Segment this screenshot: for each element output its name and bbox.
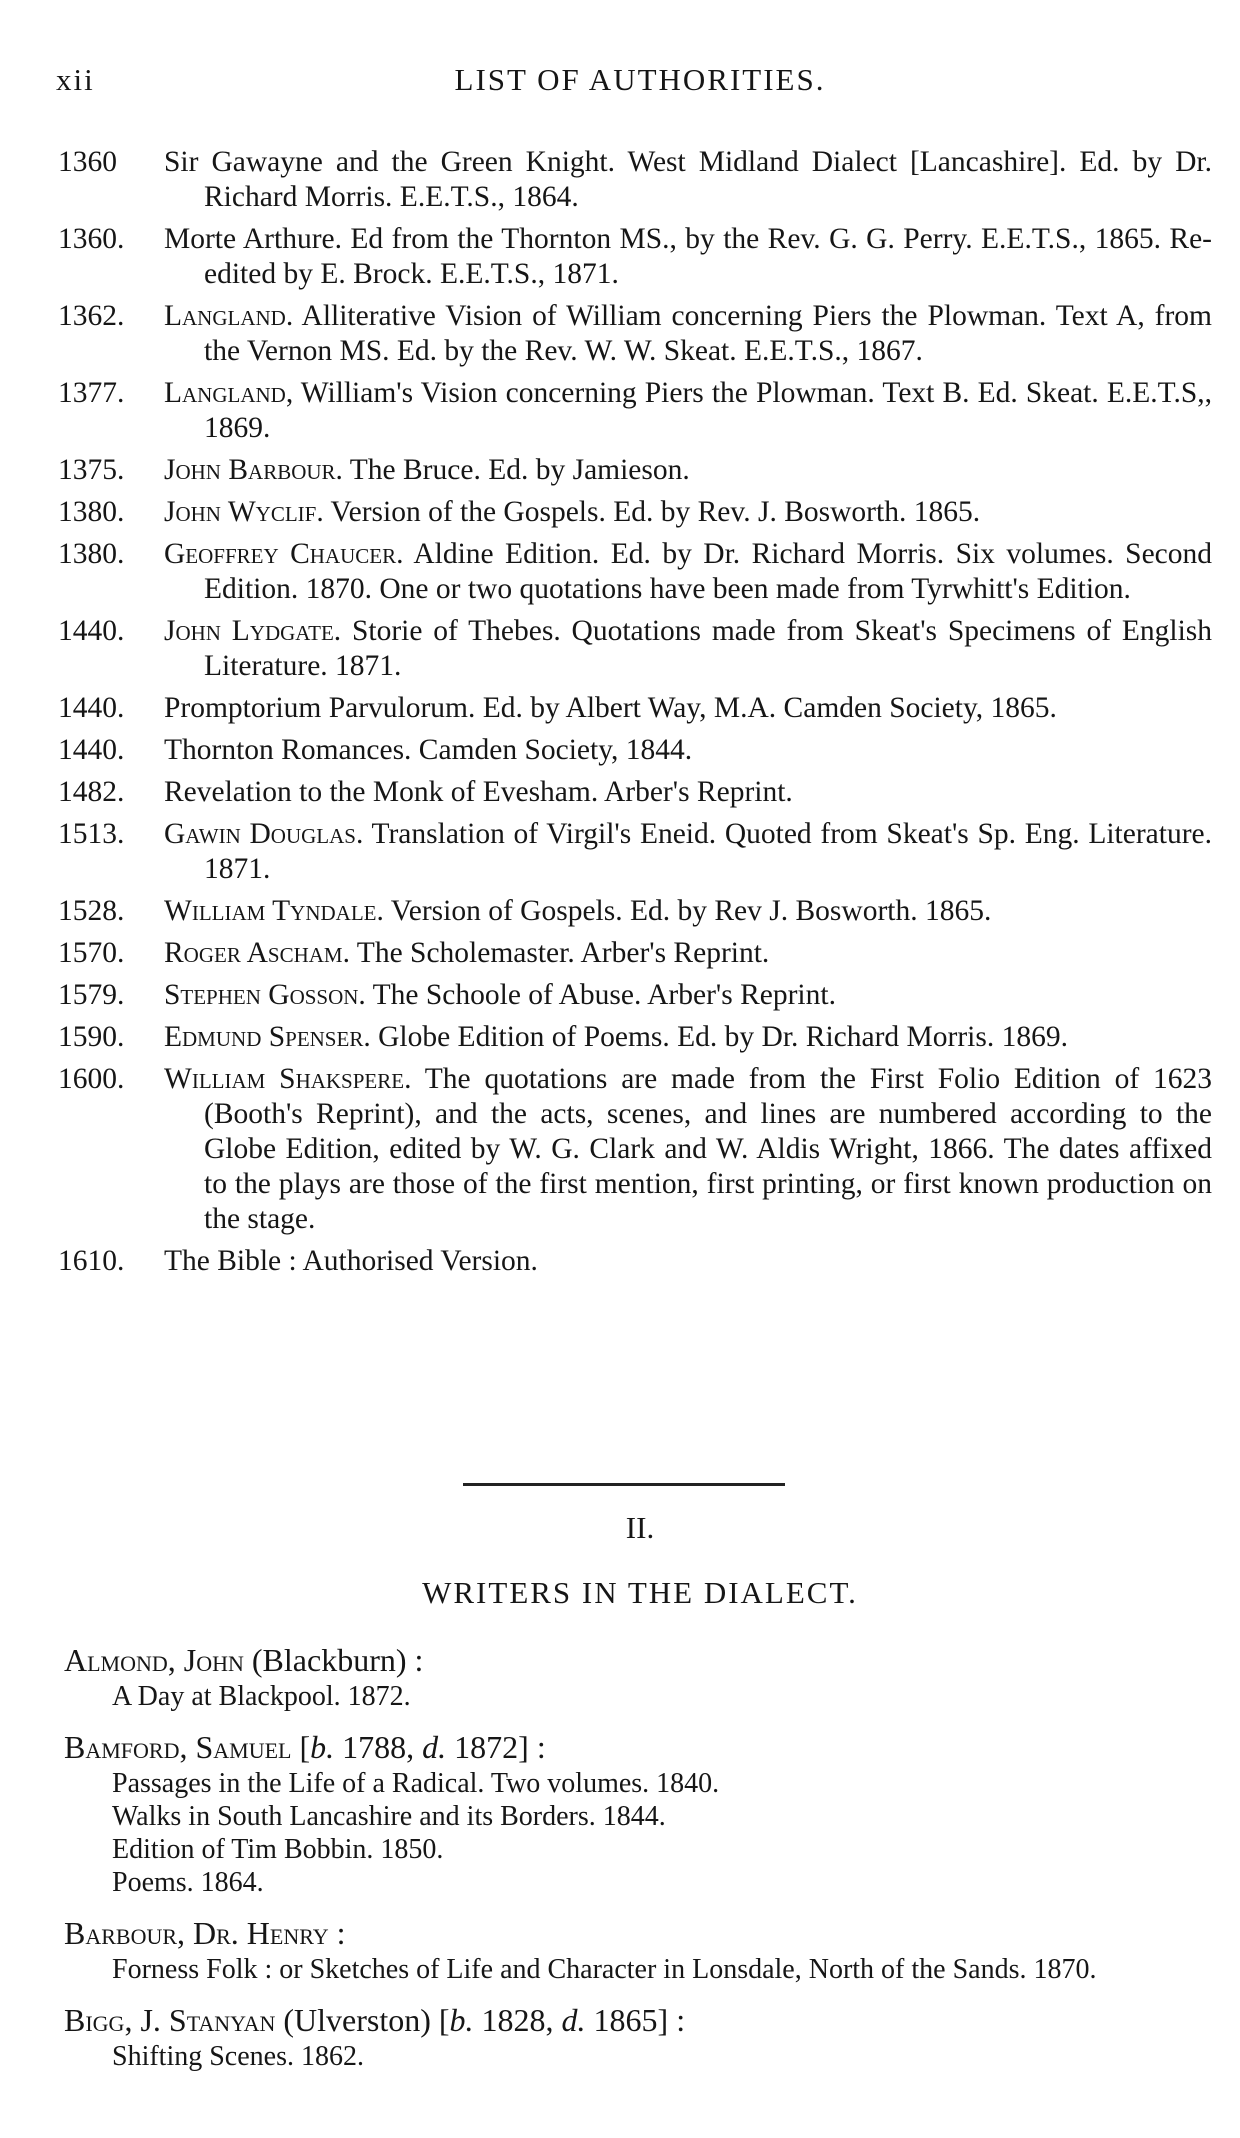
entry-text: Thornton Romances. Camden Society, 1844. bbox=[164, 734, 693, 766]
author-name: Edmund Spenser. bbox=[164, 1021, 371, 1053]
died-label: d. bbox=[422, 1729, 447, 1765]
entry-text: Version of Gospels. Ed. by Rev J. Bosworth. 1865. bbox=[383, 895, 992, 927]
entry-year: 1440. bbox=[58, 734, 125, 766]
work-item: Edition of Tim Bobbin. 1850. bbox=[112, 1834, 444, 1865]
authority-entry bbox=[0, 978, 1240, 1013]
entry-year: 1570. bbox=[58, 937, 125, 969]
died-label: d. bbox=[561, 2002, 586, 2038]
entry-text: William's Vision concerning Piers the Plowman. Text B. Ed. Skeat. E.E.T.S,, 1869. bbox=[204, 377, 1212, 444]
work-item: Poems. 1864. bbox=[112, 1867, 264, 1898]
author-name: Langland. bbox=[164, 300, 294, 332]
author-name: William Tyndale. bbox=[164, 895, 384, 927]
died-year: 1872] : bbox=[446, 1729, 546, 1765]
author-name: John Wyclif. bbox=[164, 496, 324, 528]
entry-body bbox=[164, 894, 1212, 929]
entry-text: The quotations are made from the First Folio Edition of 1623 (Booth's Reprint), and the acts, scenes, and lines are numbered according to the Globe Edition, edited by W. G. Clark and W. Aldis Wright, 1866. The dates affixed to the plays are those of the first mention, first printing, or first known production on the stage. bbox=[204, 1063, 1213, 1235]
page-number: xii bbox=[56, 62, 95, 97]
authority-entry bbox=[0, 775, 1240, 810]
section-divider bbox=[463, 1483, 785, 1486]
entry-body bbox=[164, 537, 1212, 607]
author-name: John Barbour. bbox=[164, 454, 343, 486]
authority-entry bbox=[0, 1244, 1240, 1279]
entry-year: 1440. bbox=[58, 615, 125, 647]
work-item: Passages in the Life of a Radical. Two volumes. 1840. bbox=[112, 1768, 720, 1799]
born-year: 1788, bbox=[334, 1729, 423, 1765]
writer-entry bbox=[0, 1640, 1240, 1713]
entry-body bbox=[164, 1062, 1212, 1237]
writer-entry bbox=[0, 1727, 1240, 1899]
entry-body bbox=[164, 1020, 1212, 1055]
entry-text: Alliterative Vision of William concerning Piers the Plowman. Text A, from the Vernon MS. Ed. by the Rev. W. W. Skeat. E.E.T.S., 1867. bbox=[204, 300, 1212, 367]
writer-heading bbox=[64, 1727, 1240, 1767]
authority-entry bbox=[0, 817, 1240, 887]
writer-place: [ bbox=[291, 1729, 311, 1765]
entry-year: 1579. bbox=[58, 979, 125, 1011]
author-name: William Shakspere. bbox=[164, 1063, 412, 1095]
entry-text: The Schoole of Abuse. Arber's Reprint. bbox=[365, 979, 836, 1011]
section-title: WRITERS IN THE DIALECT. bbox=[422, 1575, 858, 1610]
entry-text: The Scholemaster. Arber's Reprint. bbox=[349, 937, 770, 969]
entry-text: Globe Edition of Poems. Ed. by Dr. Richard Morris. 1869. bbox=[370, 1021, 1068, 1053]
authority-entry bbox=[0, 614, 1240, 684]
entry-year: 1600. bbox=[58, 1063, 125, 1095]
writer-entry bbox=[0, 2000, 1240, 2073]
entry-year: 1590. bbox=[58, 1021, 125, 1053]
entry-year: 1482. bbox=[58, 776, 125, 808]
entry-year: 1528. bbox=[58, 895, 125, 927]
work-item: Walks in South Lancashire and its Borders. 1844. bbox=[112, 1801, 666, 1832]
entry-body bbox=[164, 222, 1212, 292]
entry-year: 1380. bbox=[58, 538, 125, 570]
author-name: Stephen Gosson. bbox=[164, 979, 366, 1011]
entry-body bbox=[164, 614, 1212, 684]
entry-body bbox=[164, 376, 1212, 446]
authority-entry bbox=[0, 453, 1240, 488]
entry-text: Version of the Gospels. Ed. by Rev. J. Bosworth. 1865. bbox=[323, 496, 981, 528]
entry-text: Storie of Thebes. Quotations made from Skeat's Specimens of English Literature. 1871. bbox=[204, 615, 1212, 682]
entry-year: 1513. bbox=[58, 818, 125, 850]
authority-entry bbox=[0, 537, 1240, 607]
entry-text: Aldine Edition. Ed. by Dr. Richard Morris. Six volumes. Second Edition. 1870. One or two quotations have been made from Tyrwhitt's Edition. bbox=[204, 538, 1213, 605]
entry-body bbox=[164, 145, 1212, 215]
entry-year: 1375. bbox=[58, 454, 125, 486]
writer-heading bbox=[64, 1913, 1240, 1953]
entry-text: Translation of Virgil's Eneid. Quoted from Skeat's Sp. Eng. Literature. 1871. bbox=[204, 818, 1212, 885]
entry-year: 1380. bbox=[58, 496, 125, 528]
writer-place: : bbox=[328, 1915, 346, 1951]
entry-body bbox=[164, 978, 1212, 1013]
author-name: Langland, bbox=[164, 377, 294, 409]
work-item: Forness Folk : or Sketches of Life and Character in Lonsdale, North of the Sands. 1870. bbox=[112, 1954, 1097, 1985]
entry-year: 1360 bbox=[58, 146, 117, 178]
author-name: John Lydgate. bbox=[164, 615, 342, 647]
entry-body bbox=[164, 495, 1212, 530]
authority-entry bbox=[0, 894, 1240, 929]
born-year: 1828, bbox=[473, 2002, 562, 2038]
writer-place: (Ulverston) [ bbox=[275, 2002, 450, 2038]
born-label: b. bbox=[310, 1729, 335, 1765]
writer-name: Barbour, Dr. Henry bbox=[64, 1915, 329, 1951]
entry-body bbox=[164, 299, 1212, 369]
entry-year: 1362. bbox=[58, 300, 125, 332]
writer-name: Almond, John bbox=[64, 1642, 244, 1678]
died-year: 1865] : bbox=[585, 2002, 686, 2038]
authority-entry bbox=[0, 936, 1240, 971]
entry-text: Revelation to the Monk of Evesham. Arber's Reprint. bbox=[164, 776, 793, 808]
authority-entry bbox=[0, 1062, 1240, 1237]
author-name: Gawin Douglas. bbox=[164, 818, 364, 850]
author-name: Geoffrey Chaucer. bbox=[164, 538, 404, 570]
entry-text: Sir Gawayne and the Green Knight. West Midland Dialect [Lancashire]. Ed. by Dr. Richard Morris. E.E.T.S., 1864. bbox=[164, 146, 1212, 213]
entry-body bbox=[164, 733, 1212, 768]
running-header bbox=[0, 62, 1240, 106]
work-item: Shifting Scenes. 1862. bbox=[112, 2041, 364, 2072]
authority-entry bbox=[0, 299, 1240, 369]
authority-entry bbox=[0, 691, 1240, 726]
born-label: b. bbox=[449, 2002, 474, 2038]
writer-heading bbox=[64, 1640, 1240, 1680]
entry-body bbox=[164, 817, 1212, 887]
entry-year: 1360. bbox=[58, 223, 125, 255]
entry-body bbox=[164, 691, 1212, 726]
authority-entry bbox=[0, 495, 1240, 530]
entry-body bbox=[164, 453, 1212, 488]
writer-entry bbox=[0, 1913, 1240, 1986]
work-item: A Day at Blackpool. 1872. bbox=[112, 1681, 411, 1712]
writer-place: (Blackburn) : bbox=[243, 1642, 424, 1678]
authority-entry bbox=[0, 733, 1240, 768]
page-title: LIST OF AUTHORITIES. bbox=[454, 62, 826, 97]
entry-year: 1440. bbox=[58, 692, 125, 724]
entry-year: 1610. bbox=[58, 1245, 125, 1277]
authority-entry bbox=[0, 376, 1240, 446]
entry-body bbox=[164, 1244, 1212, 1279]
entry-text: Morte Arthure. Ed from the Thornton MS., by the Rev. G. G. Perry. E.E.T.S., 1865. Re-edited by E. Brock. E.E.T.S., 1871. bbox=[164, 223, 1212, 290]
entry-year: 1377. bbox=[58, 377, 125, 409]
writer-name: Bamford, Samuel bbox=[64, 1729, 292, 1765]
entry-body bbox=[164, 775, 1212, 810]
authority-entry bbox=[0, 222, 1240, 292]
writer-heading bbox=[64, 2000, 1240, 2040]
entry-text: Promptorium Parvulorum. Ed. by Albert Way, M.A. Camden Society, 1865. bbox=[164, 692, 1057, 724]
writers-list bbox=[0, 1640, 1240, 2087]
authority-entry bbox=[0, 1020, 1240, 1055]
authority-entry bbox=[0, 145, 1240, 215]
entry-text: The Bruce. Ed. by Jamieson. bbox=[342, 454, 690, 486]
author-name: Roger Ascham. bbox=[164, 937, 350, 969]
entry-text: The Bible : Authorised Version. bbox=[164, 1245, 538, 1277]
section-number: II. bbox=[625, 1510, 655, 1545]
entry-body bbox=[164, 936, 1212, 971]
writer-name: Bigg, J. Stanyan bbox=[64, 2002, 276, 2038]
authorities-list bbox=[0, 145, 1240, 1286]
